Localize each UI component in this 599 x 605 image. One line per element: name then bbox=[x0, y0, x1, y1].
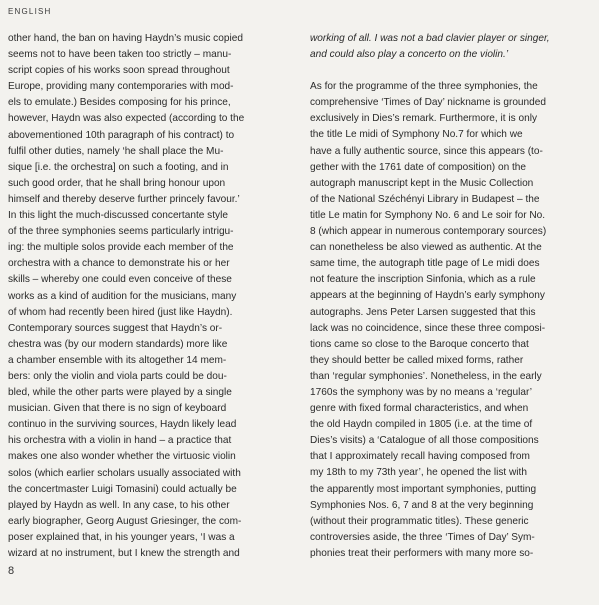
text-line: the apparently most important symphonies, putting bbox=[310, 483, 537, 495]
text-line: comprehensive ‘Times of Day’ nickname is grounded bbox=[310, 97, 547, 109]
text-line: Contemporary sources suggest that Haydn’s or- bbox=[8, 322, 223, 334]
text-line: other hand, the ban on having Haydn’s music copied bbox=[8, 33, 243, 44]
text-line: chestra was (by our modern standards) more like bbox=[8, 338, 228, 350]
text-line: appears at the beginning of Haydn’s early symphony bbox=[310, 290, 545, 302]
text-line: seems not to have been taken too strictly – manu- bbox=[8, 49, 232, 61]
text-line: phonies treat their performers with many more so- bbox=[310, 547, 534, 559]
text-line: played by Haydn as well. In any case, to his other bbox=[8, 499, 230, 511]
text-line: autograph manuscript kept in the Music Collection bbox=[310, 177, 534, 189]
text-line: autographs. Jens Peter Larsen suggested that this bbox=[310, 306, 536, 318]
text-line: script copies of his works soon spread throughout bbox=[8, 65, 230, 77]
text-line: same time, the autograph title page of Le midi does bbox=[310, 258, 540, 270]
text-line: exclusively in Dies’s remark. Furthermore, it is only bbox=[310, 113, 537, 125]
text-line: early biographer, Georg August Griesinger, the com- bbox=[8, 515, 242, 527]
text-line: a chamber ensemble with its altogether 14 mem- bbox=[8, 354, 227, 366]
text-line: Europe, providing many contemporaries with mod- bbox=[8, 81, 234, 93]
text-line: they should better be called mixed forms, rather bbox=[310, 354, 524, 366]
text-line: the old Haydn compiled in 1805 (i.e. at the time of bbox=[310, 419, 533, 431]
text-line: ing: the multiple solos provide each member of the bbox=[8, 242, 234, 254]
quote-paragraph bbox=[310, 31, 588, 63]
text-line: fulfil other duties, namely ‘he shall place the Mu- bbox=[8, 145, 224, 157]
text-line: musician. Given that there is no sign of keyboard bbox=[8, 403, 227, 415]
text-line: of the three symphonies seems particularly intrigu- bbox=[8, 226, 234, 238]
text-line: els to emulate.) Besides composing for his prince, bbox=[8, 97, 231, 109]
text-line: skills – whereby one could even conceive of these bbox=[8, 274, 232, 286]
left-column bbox=[8, 31, 286, 562]
text-line: tions came so close to the Baroque concerto that bbox=[310, 338, 529, 350]
text-line: bled, while the other parts were played by a single bbox=[8, 387, 232, 399]
text-line: the title Le midi of Symphony No.7 for which we bbox=[310, 129, 523, 141]
text-line: title Le matin for Symphony No. 6 and Le soir for No. bbox=[310, 209, 546, 221]
text-line: wizard at no instrument, but I knew the strength and bbox=[8, 548, 240, 559]
text-line: 8 (which appear in numerous contemporary sources) bbox=[310, 226, 547, 238]
text-line: (without their programmatic titles). These generic bbox=[310, 515, 529, 527]
text-line: 1760s the symphony was by no means a ‘regular’ bbox=[310, 386, 532, 398]
text-line: Symphonies Nos. 6, 7 and 8 at the very beginning bbox=[310, 499, 534, 511]
text-line: gether with the 1761 date of composition) on the bbox=[310, 161, 527, 173]
text-line: orchestra with a chance to demonstrate his or her bbox=[8, 258, 230, 270]
text-line: controversies aside, the three ‘Times of Day’ Sym- bbox=[310, 531, 535, 543]
text-line: As for the programme of the three symphonies, the bbox=[310, 81, 538, 93]
text-line: of the National Széchényi Library in Budapest – the bbox=[310, 193, 540, 205]
text-line: than ‘regular symphonies’. Nonetheless, in the early bbox=[310, 370, 542, 382]
text-line: solos (which earlier scholars usually associated with bbox=[8, 467, 241, 479]
text-line: works as a kind of audition for the musicians, many bbox=[8, 290, 237, 302]
text-line: In this light the much-discussed concertante style bbox=[8, 210, 228, 222]
text-line: and could also play a concerto on the violin.’ bbox=[310, 49, 509, 61]
right-column bbox=[310, 31, 588, 562]
text-line: of whom had recently been hired (just like Haydn). bbox=[8, 306, 233, 318]
text-line: have a fully authentic source, since this appears (to- bbox=[310, 145, 543, 157]
text-line: my 18th to my 73th year’, he opened the list with bbox=[310, 467, 527, 479]
text-line: working of all. I was not a bad clavier player or singer, bbox=[310, 33, 550, 44]
programme-paragraph bbox=[310, 79, 588, 562]
text-line: makes one also wonder whether the virtuosic violin bbox=[8, 451, 236, 463]
left-column-body bbox=[8, 31, 286, 562]
text-line: lack was no coincidence, since these three composi- bbox=[310, 322, 546, 334]
text-line: Dies’s visits) a ‘Catalogue of all those compositions bbox=[310, 435, 539, 447]
text-line: not feature the inscription Sinfonia, which as a rule bbox=[310, 274, 536, 286]
text-line: such good order, that he shall bring honour upon bbox=[8, 177, 226, 189]
text-line: sique [i.e. the orchestra] on such a footing, and in bbox=[8, 161, 229, 173]
text-line: continuo in the surviving sources, Haydn likely lead bbox=[8, 419, 237, 431]
text-line: bers: only the violin and viola parts could be dou- bbox=[8, 370, 227, 382]
page-number: 8 bbox=[8, 565, 15, 577]
text-line: genre with fixed formal characteristics, and when bbox=[310, 403, 529, 415]
text-line: himself and thereby deserve further princely favour.’ bbox=[8, 193, 240, 205]
text-line: however, Haydn was also expected (according to the bbox=[8, 113, 245, 125]
text-line: can nonetheless be also viewed as authentic. At the bbox=[310, 242, 542, 254]
text-line: abovementioned 10th paragraph of his contract) to bbox=[8, 129, 235, 141]
text-line: poser explained that, in his younger years, ‘I was a bbox=[8, 531, 235, 543]
section-label: ENGLISH bbox=[8, 7, 52, 16]
text-line: that I approximately recall having composed from bbox=[310, 451, 530, 463]
text-line: the concertmaster Luigi Tomasini) could actually be bbox=[8, 483, 237, 495]
text-line: his orchestra with a violin in hand – a practice that bbox=[8, 435, 232, 447]
